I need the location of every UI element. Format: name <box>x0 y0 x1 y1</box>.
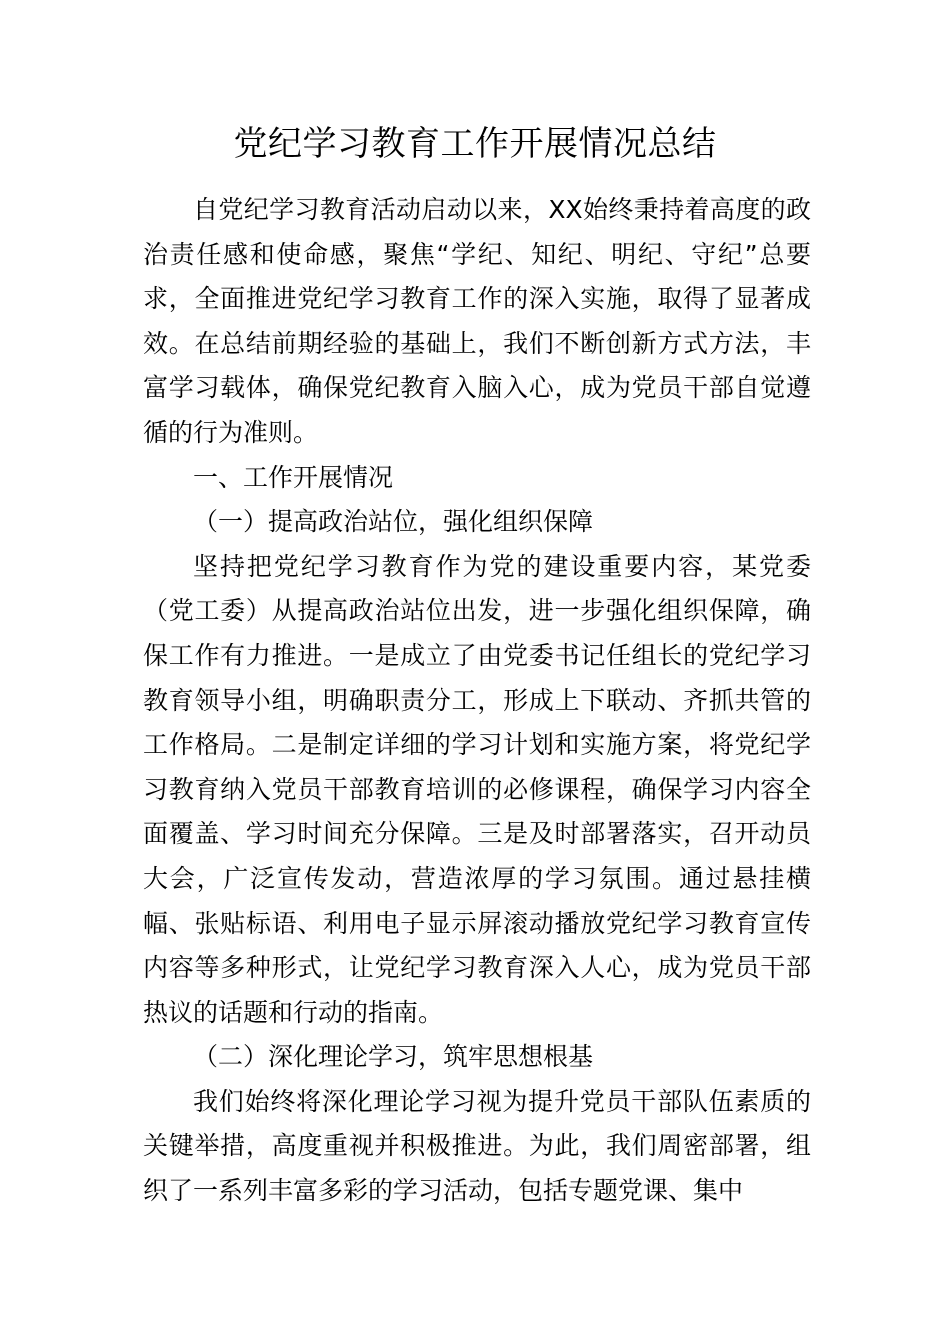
subsection-heading-1: （一）提高政治站位，强化组织保障 <box>193 507 594 537</box>
paragraph-subsection-1: 坚持把党纪学习教育作为党的建设重要内容，某党委（党工委）从提高政治站位出发，进一步强化组织保障，确保工作有力推进。一是成立了由党委书记任组长的党纪学习教育领导小组，明确职责分工，形成上下联动、齐抓共管的工作格局。二是制定详细的学习计划和实施方案，将党纪学习教育纳入党员干部教育培训的必修课程，确保学习内容全面覆盖、学习时间充分保障。三是及时部署落实，召开动员大会，广泛宣传发动，营造浓厚的学习氛围。通过悬挂横幅、张贴标语、利用电子显示屏滚动播放党纪学习教育宣传内容等多种形式，让党纪学习教育深入人心，成为党员干部热议的话题和行动的指南。 <box>143 551 811 1027</box>
document-body <box>143 188 811 1214</box>
document-title: 党纪学习教育工作开展情况总结 <box>233 124 717 164</box>
paragraph-subsection-2: 我们始终将深化理论学习视为提升党员干部队伍素质的关键举措，高度重视并积极推进。为此，我们周密部署，组织了一系列丰富多彩的学习活动，包括专题党课、集中 <box>143 1086 811 1206</box>
subsection-heading-2: （二）深化理论学习，筑牢思想根基 <box>193 1042 594 1072</box>
section-heading-1: 一、工作开展情况 <box>193 462 394 492</box>
paragraph-intro: 自党纪学习教育活动启动以来，XX始终秉持着高度的政治责任感和使命感，聚焦“学纪、知纪、明纪、守纪”总要求，全面推进党纪学习教育工作的深入实施，取得了显著成效。在总结前期经验的基础上，我们不断创新方式方法，丰富学习载体，确保党纪教育入脑入心，成为党员干部自觉遵循的行为准则。 <box>143 195 811 447</box>
